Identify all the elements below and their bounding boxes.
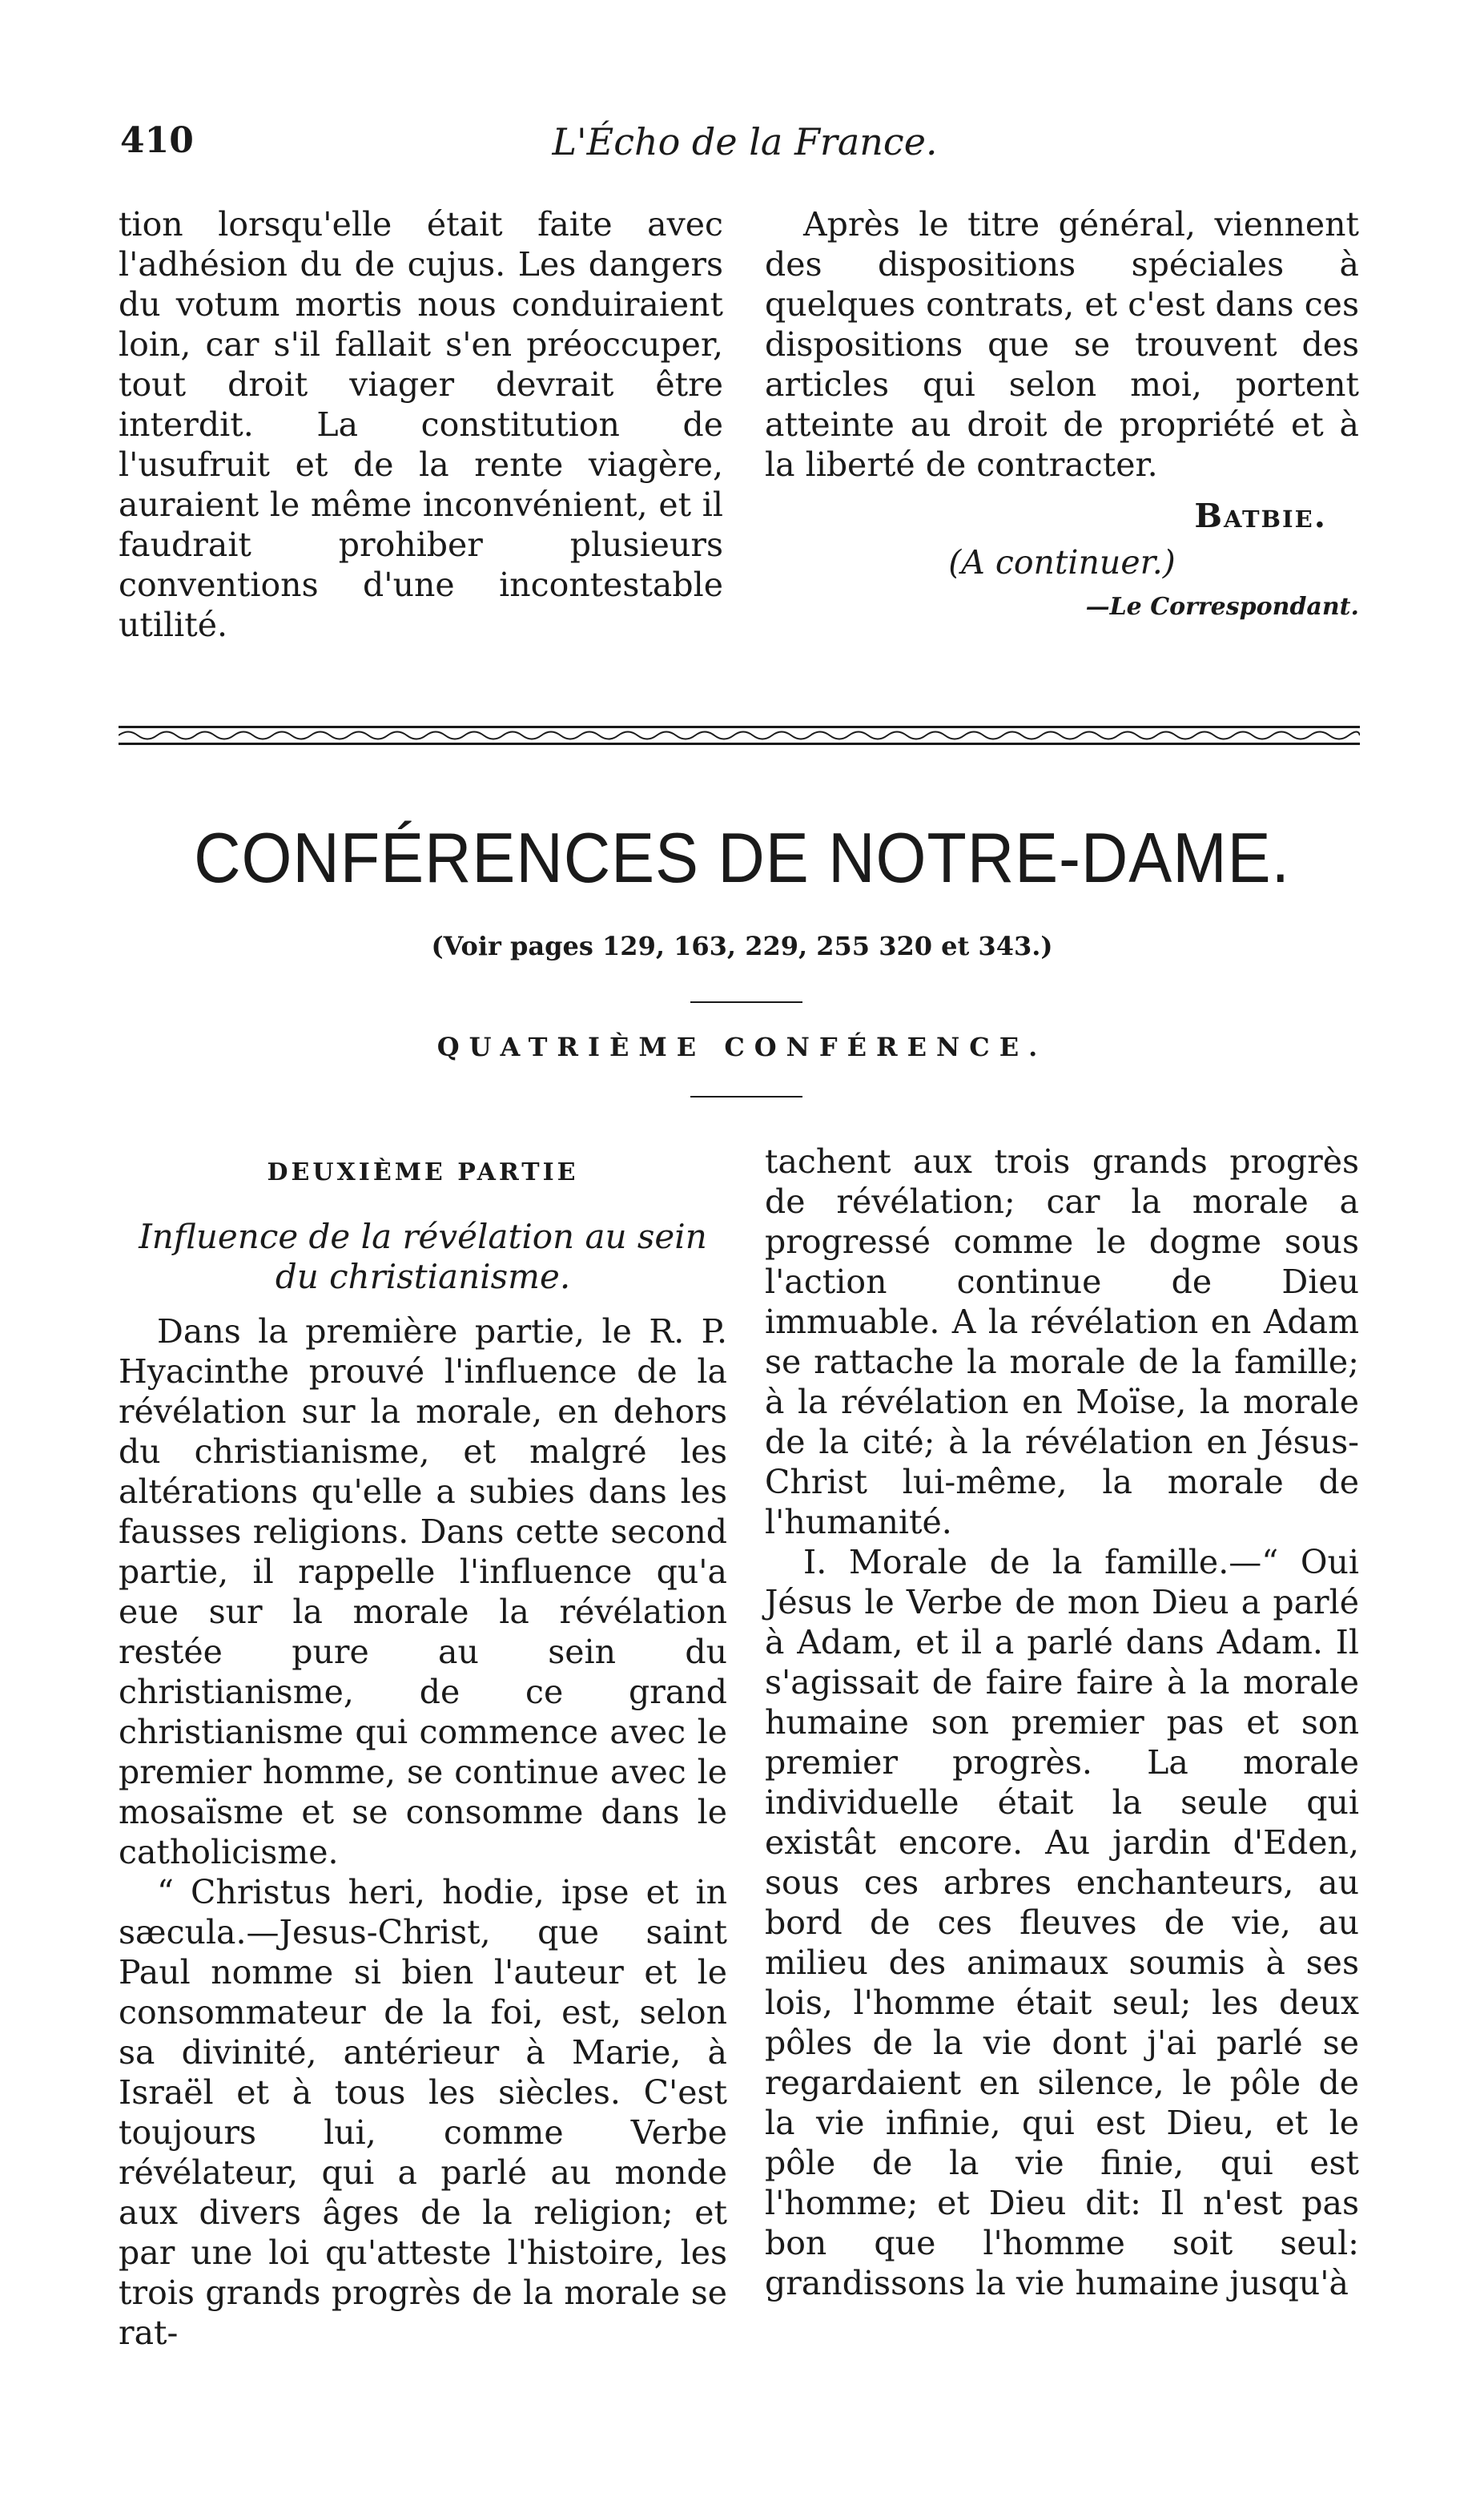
bottom-left-column <box>119 1142 727 2353</box>
short-rule <box>690 1096 802 1097</box>
section-main-title: CONFÉRENCES DE NOTRE-DAME. <box>194 818 1290 897</box>
continued-note: (A continuer.) <box>948 543 1176 582</box>
source-credit: —Le Correspondant. <box>1085 593 1359 621</box>
body-paragraph: Dans la première partie, le R. P. Hyacinthe prouvé l'influence de la révélation sur la morale, en dehors du christianisme, et malgré les altérations qu'elle a subies dans les fausses religions. Dans cette second partie, il rappelle l'influence qu'a eue sur la morale la révélation restée pure au sein du christianisme, de ce grand christianisme qui commence avec le premier homme, se continue avec le mosaïsme et se consomme dans le catholicisme. <box>119 1312 727 1871</box>
page-reference-note: (Voir pages 129, 163, 229, 255 320 et 343.) <box>431 931 1053 961</box>
section-subtitle: Influence de la révélation au sein du christianisme. <box>139 1217 707 1296</box>
body-paragraph: tachent aux trois grands progrès de révélation; car la morale a progressé comme le dogme sous l'action continue de Dieu immuable. A la révélation en Adam se rattache la morale de la famille; à la révélation en Moïse, la morale de la cité; à la révélation en Jésus-Christ lui-même, la morale de l'humanité. <box>765 1142 1359 1541</box>
body-paragraph: tion lorsqu'elle était faite avec l'adhésion du de cujus. Les dangers du votum mortis nous conduiraient loin, car s'il fallait s'en préoccuper, tout droit viager devrait être interdit. La constitution de l'usufruit et de la rente viagère, auraient le même inconvénient, et il faudrait prohiber plusieurs conventions d'une incontestable utilité. <box>119 205 723 644</box>
ornamental-divider <box>119 725 1360 746</box>
conference-title: QUATRIÈME CONFÉRENCE. <box>436 1032 1048 1062</box>
section-heading: DEUXIÈME PARTIE <box>267 1158 579 1186</box>
page-number: 410 <box>120 120 194 161</box>
running-head <box>120 120 1369 176</box>
top-left-column <box>119 204 723 645</box>
top-right-column <box>765 204 1359 627</box>
body-paragraph: “ Christus heri, hodie, ipse et in sæcula.—Jesus-Christ, que saint Paul nomme si bien l'auteur et le consommateur de la foi, est, selon sa divinité, antérieur à Marie, à Israël et à tous les siècles. C'est toujours lui, comme Verbe révélateur, qui a parlé au monde aux divers âges de la religion; et par une loi qu'atteste l'histoire, les trois grands progrès de la morale se rat- <box>119 1873 727 2352</box>
bottom-right-column <box>765 1142 1359 2303</box>
running-title: L'Écho de la France. <box>552 120 938 163</box>
author-signature: Batbie. <box>1194 497 1327 535</box>
body-paragraph: I. Morale de la famille.—“ Oui Jésus le Verbe de mon Dieu a parlé à Adam, et il a parlé dans Adam. Il s'agissait de faire faire à la morale humaine son premier pas et son premier progrès. La morale individuelle était la seule qui existât encore. Au jardin d'Eden, sous ces arbres enchanteurs, au bord de ces fleuves de vie, au milieu des animaux soumis à ses lois, l'homme était seul; les deux pôles de la vie dont j'ai parlé se regardaient en silence, le pôle de la vie infinie, qui est Dieu, et le pôle de la vie finie, qui est l'homme; et Dieu dit: Il n'est pas bon que l'homme soit seul: grandissons la vie humaine jusqu'à <box>765 1543 1359 2302</box>
short-rule <box>690 1001 802 1003</box>
body-paragraph: Après le titre général, viennent des dispositions spéciales à quelques contrats, et c'est dans ces dispositions que se trouvent des articles qui selon moi, portent atteinte au droit de propriété et à la liberté de contracter. <box>765 205 1359 484</box>
